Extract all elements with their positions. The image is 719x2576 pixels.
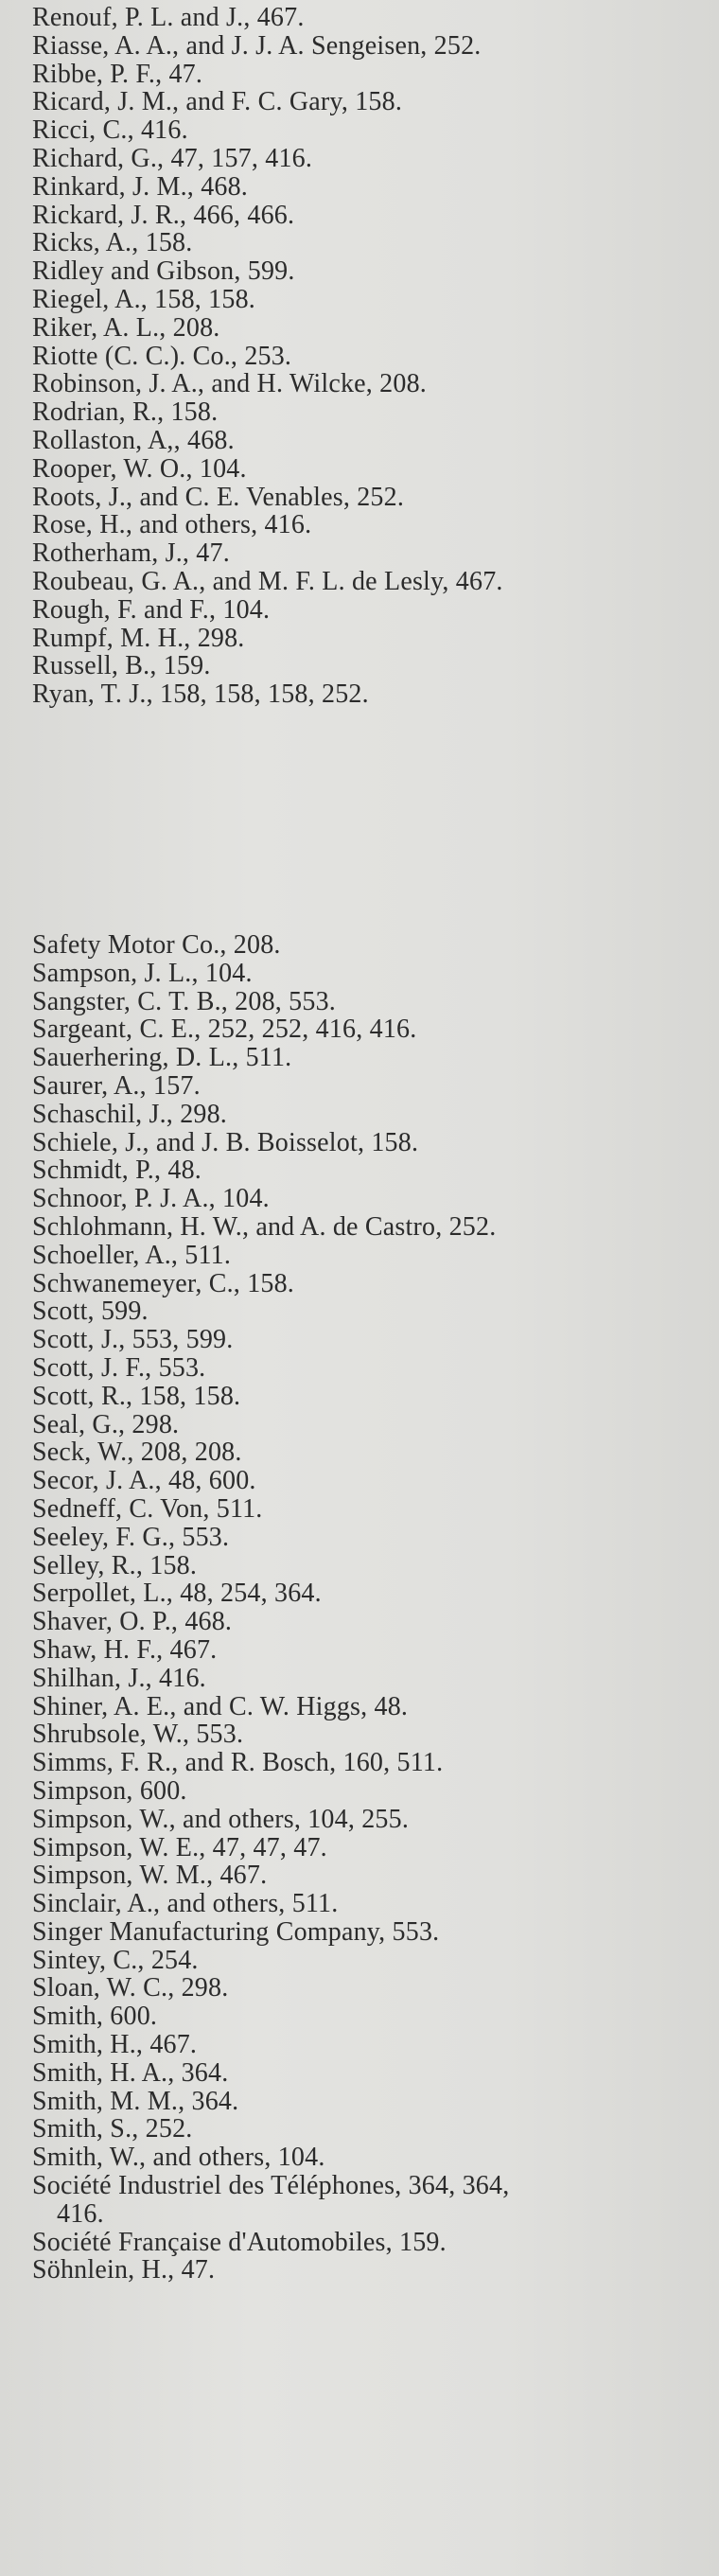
index-entry: Sargeant, C. E., 252, 252, 416, 416. (32, 1015, 417, 1045)
index-section-s (32, 931, 710, 2285)
index-entry: Smith, H. A., 364. (32, 2057, 229, 2088)
index-entry: Seeley, F. G., 553. (32, 1522, 230, 1552)
index-entry: Ribbe, P. F., 47. (32, 59, 203, 89)
index-entry: Scott, J. F., 553. (32, 1352, 206, 1383)
index-entry: Ryan, T. J., 158, 158, 158, 252. (32, 679, 369, 710)
index-entry: Seck, W., 208, 208. (32, 1438, 242, 1468)
index-entry: Riotte (C. C.). Co., 253. (32, 341, 292, 371)
index-entry: Schwanemeyer, C., 158. (32, 1268, 294, 1298)
index-entry: Saurer, A., 157. (32, 1070, 201, 1101)
index-entry: Schnoor, P. J. A., 104. (32, 1184, 270, 1214)
index-entry: Scott, R., 158, 158. (32, 1381, 241, 1411)
index-entry: Sangster, C. T. B., 208, 553. (32, 986, 336, 1016)
index-entry: Rose, H., and others, 416. (32, 510, 312, 540)
index-entry: Rollaston, A,, 468. (32, 425, 235, 455)
index-entry: Russell, B., 159. (32, 651, 211, 681)
index-entry: Simpson, 600. (32, 1775, 187, 1806)
index-entry: Riegel, A., 158, 158. (32, 284, 255, 314)
index-entry: Schaschil, J., 298. (32, 1099, 228, 1129)
index-entry: Secor, J. A., 48, 600. (32, 1466, 256, 1496)
index-entry: Sinclair, A., and others, 511. (32, 1889, 339, 1919)
index-entry: Simpson, W., and others, 104, 255. (32, 1804, 410, 1834)
index-entry: Rooper, W. O., 104. (32, 453, 247, 484)
index-entry: Sloan, W. C., 298. (32, 1973, 229, 2003)
index-entry: Schoeller, A., 511. (32, 1240, 232, 1270)
index-entry: Sedneff, C. Von, 511. (32, 1493, 263, 1524)
index-entry: Rotherham, J., 47. (32, 538, 230, 569)
index-entry: Singer Manufacturing Company, 553. (32, 1916, 440, 1947)
index-entry: Smith, H., 467. (32, 2030, 198, 2060)
index-entry: Shiner, A. E., and C. W. Higgs, 48. (32, 1691, 409, 1721)
index-entry: Roots, J., and C. E. Venables, 252. (32, 482, 405, 512)
index-entry: Serpollet, L., 48, 254, 364. (32, 1579, 322, 1609)
index-entry: Schlohmann, H. W., and A. de Castro, 252. (32, 1211, 497, 1242)
index-entry: Rinkard, J. M., 468. (32, 171, 248, 202)
index-entry: Schiele, J., and J. B. Boisselot, 158. (32, 1127, 419, 1157)
index-entry: Sauerhering, D. L., 511. (32, 1043, 292, 1073)
index-entry: Scott, J., 553, 599. (32, 1325, 234, 1355)
index-entry: Sintey, C., 254. (32, 1945, 199, 1975)
index-entry: Ridley and Gibson, 599. (32, 256, 295, 287)
index-entry: Rodrian, R., 158. (32, 397, 219, 428)
index-entry: Smith, 600. (32, 2002, 158, 2032)
index-entry: Robinson, J. A., and H. Wilcke, 208. (32, 369, 427, 399)
index-entry: Riasse, A. A., and J. J. A. Sengeisen, 252. (32, 30, 482, 61)
index-entry: Simpson, W. E., 47, 47, 47. (32, 1832, 327, 1862)
index-entry: Seal, G., 298. (32, 1409, 180, 1439)
index-entry-wrapped (32, 2172, 710, 2229)
index-entry: Rumpf, M. H., 298. (32, 623, 245, 653)
index-entry-line: Société Industriel des Téléphones, 364, 364, (32, 2171, 510, 2201)
index-entry: Söhnlein, H., 47. (32, 2255, 216, 2285)
index-entry: Riker, A. L., 208. (32, 312, 220, 343)
index-entry: Rickard, J. R., 466, 466. (32, 200, 295, 230)
index-entry: Simpson, W. M., 467. (32, 1861, 268, 1891)
index-entry-continuation: 416. (57, 2198, 104, 2229)
index-entry: Shaw, H. F., 467. (32, 1634, 218, 1665)
index-entry: Ricks, A., 158. (32, 228, 193, 258)
index-entry: Ricci, C., 416. (32, 115, 188, 146)
index-entry: Safety Motor Co., 208. (32, 930, 281, 960)
index-entry: Société Française d'Automobiles, 159. (32, 2227, 447, 2257)
index-entry: Simms, F. R., and R. Bosch, 160, 511. (32, 1748, 444, 1778)
index-entry: Scott, 599. (32, 1297, 149, 1327)
index-entry: Renouf, P. L. and J., 467. (32, 3, 305, 32)
index-entry: Selley, R., 158. (32, 1550, 198, 1580)
index-entry: Shilhan, J., 416. (32, 1663, 206, 1693)
index-entry: Shaver, O. P., 468. (32, 1607, 233, 1637)
index-entry: Richard, G., 47, 157, 416. (32, 143, 313, 173)
index-entry: Ricard, J. M., and F. C. Gary, 158. (32, 87, 403, 117)
index-entry: Rough, F. and F., 104. (32, 594, 271, 625)
index-entry: Sampson, J. L., 104. (32, 958, 253, 988)
index-entry: Smith, S., 252. (32, 2114, 193, 2144)
index-entry: Shrubsole, W., 553. (32, 1720, 244, 1750)
index-entry: Schmidt, P., 48. (32, 1156, 202, 1186)
index-entry: Roubeau, G. A., and M. F. L. de Lesly, 467. (32, 566, 503, 596)
index-entry: Smith, M. M., 364. (32, 2086, 239, 2116)
index-section-r (32, 4, 710, 709)
index-entry: Smith, W., and others, 104. (32, 2143, 325, 2173)
